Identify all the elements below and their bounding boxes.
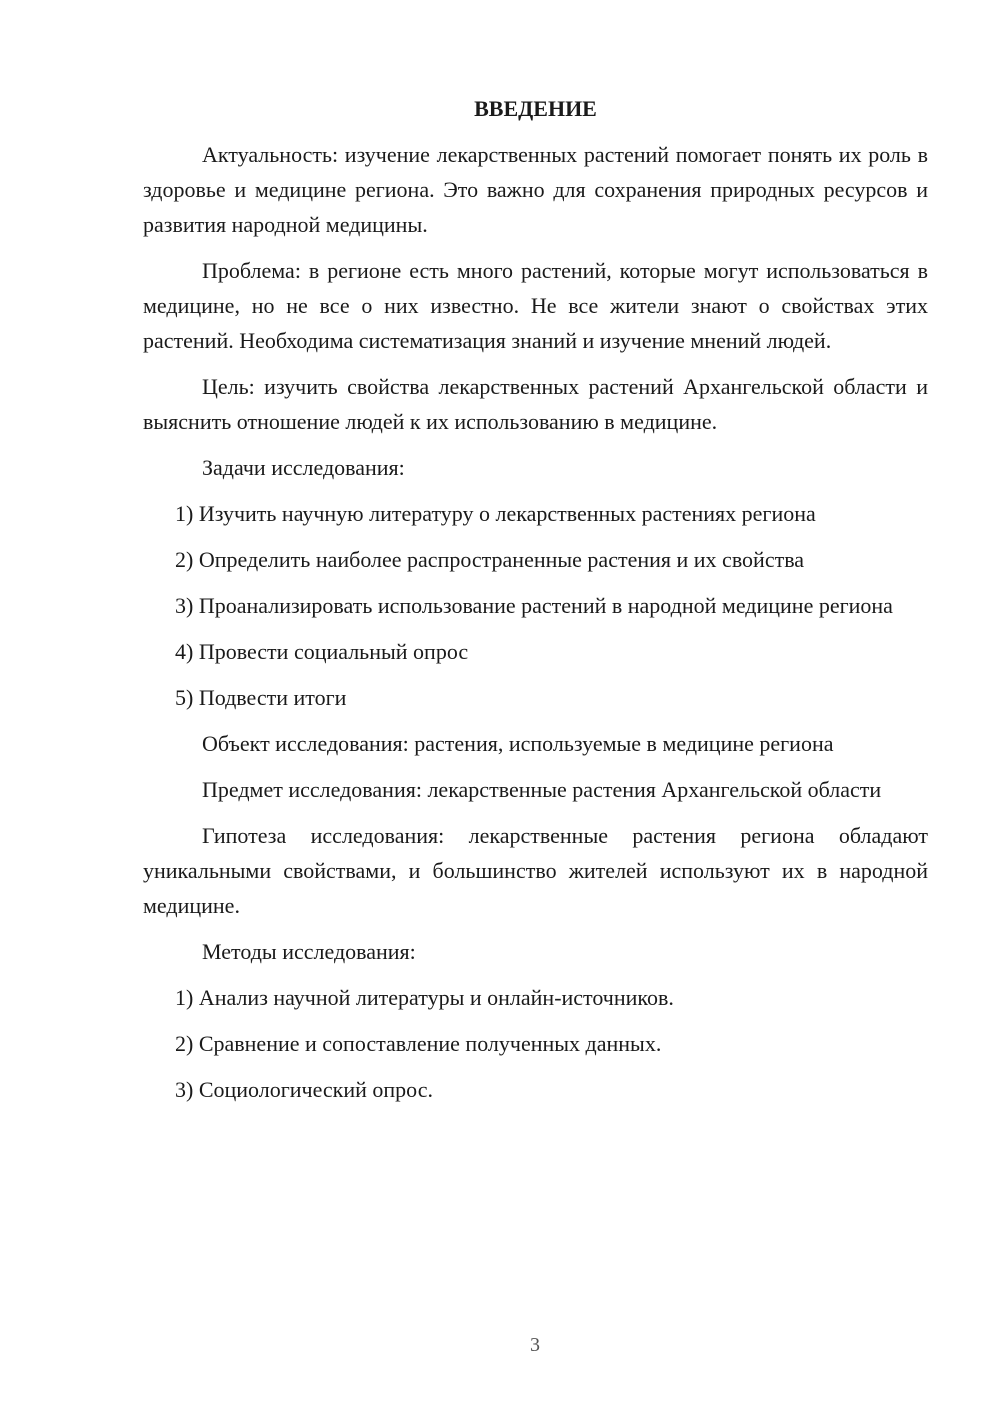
- task-item-2: 2) Определить наиболее распространенные растения и их свойства: [175, 547, 805, 572]
- methods-heading: Методы исследования:: [202, 939, 416, 964]
- relevance-paragraph: Актуальность: изучение лекарственных растений помогает понять их роль в здоровье и медицине региона. Это важно для сохранения природных ресурсов и развития народной медицины.: [143, 142, 928, 237]
- task-item-5: 5) Подвести итоги: [175, 685, 347, 710]
- problem-paragraph: Проблема: в регионе есть много растений, которые могут использоваться в медицине, но не все о них известно. Не все жители знают о свойствах этих растений. Необходима систематизация знаний и изучение мнений людей.: [143, 258, 928, 353]
- object-paragraph: Объект исследования: растения, используемые в медицине региона: [202, 731, 834, 756]
- hypothesis-paragraph: Гипотеза исследования: лекарственные растения региона обладают уникальными свойствами, и большинство жителей используют их в народной медицине.: [143, 823, 928, 918]
- page-number: 3: [530, 1334, 540, 1356]
- task-item-1: 1) Изучить научную литературу о лекарственных растениях региона: [175, 501, 816, 526]
- page-content: [143, 90, 928, 1118]
- method-item-1: 1) Анализ научной литературы и онлайн-источников.: [175, 985, 674, 1010]
- goal-paragraph: Цель: изучить свойства лекарственных растений Архангельской области и выяснить отношение людей к их использованию в медицине.: [143, 374, 928, 434]
- tasks-heading: Задачи исследования:: [202, 455, 405, 480]
- method-item-2: 2) Сравнение и сопоставление полученных данных.: [175, 1031, 662, 1056]
- task-item-4: 4) Провести социальный опрос: [175, 639, 469, 664]
- task-item-3: 3) Проанализировать использование растений в народной медицине региона: [175, 593, 893, 618]
- subject-paragraph: Предмет исследования: лекарственные растения Архангельской области: [202, 777, 882, 802]
- section-title: ВВЕДЕНИЕ: [474, 96, 597, 121]
- method-item-3: 3) Социологический опрос.: [175, 1077, 433, 1102]
